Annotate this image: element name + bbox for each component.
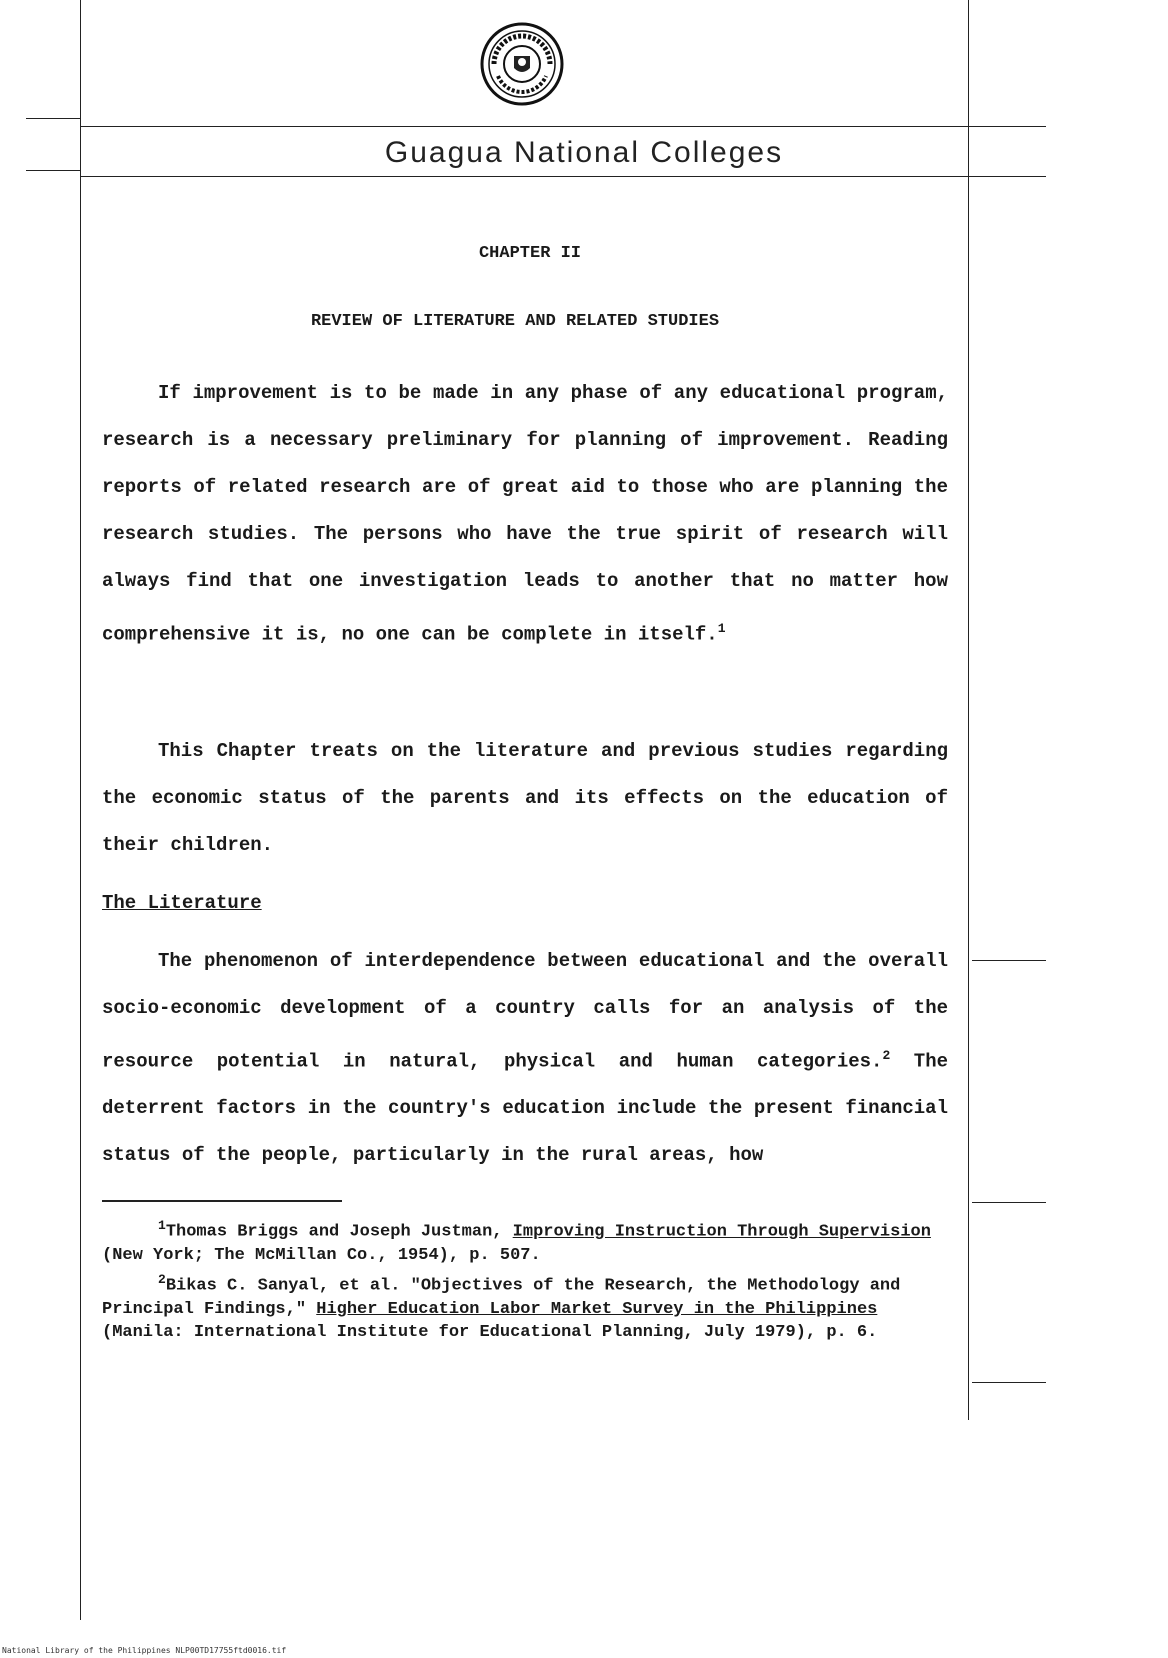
paragraph-literature [102, 938, 948, 1179]
footnote-publication: (Manila: International Institute for Educational Planning, July 1979), p. 6. [102, 1322, 878, 1342]
footnote-1 [102, 1214, 948, 1267]
footnote-authors: Bikas C. Sanyal, et al. "Objectives of the Research, the Methodology and Principal Findings," [102, 1276, 901, 1319]
right-edge-mark [972, 1382, 1046, 1383]
paragraph-intro [102, 370, 948, 658]
header-bottom-rule [80, 176, 1046, 177]
scan-source-caption: National Library of the Philippines NLP00TD17755ftd0016.tif [2, 1646, 287, 1655]
chapter-title: REVIEW OF LITERATURE AND RELATED STUDIES [310, 312, 720, 331]
left-edge-mark [26, 170, 80, 171]
chapter-number: CHAPTER II [478, 244, 582, 263]
footnote-title: Higher Education Labor Market Survey in the Philippines [316, 1299, 878, 1319]
footnote-ref: 2 [882, 1048, 891, 1063]
footnote-title: Improving Instruction Through Supervision [512, 1222, 931, 1242]
institution-name: Guagua National Colleges [384, 136, 784, 169]
right-edge-mark [972, 960, 1046, 961]
section-heading-literature: The Literature [102, 892, 262, 914]
left-edge-mark [26, 118, 80, 119]
footnote-number: 2 [158, 1272, 166, 1287]
footnote-publication: (New York; The McMillan Co., 1954), p. 507. [102, 1245, 541, 1265]
college-seal-icon [480, 22, 564, 106]
footnote-authors: Thomas Briggs and Joseph Justman, [165, 1222, 503, 1242]
footnote-ref: 1 [717, 621, 726, 636]
paragraph-text: The phenomenon of interdependence between educational and the overall socio-economic development of a country calls for an analysis of the resource potential in natural, physical and human categories. [102, 950, 948, 1073]
left-margin-line [80, 0, 81, 1620]
paragraph-text: If improvement is to be made in any phase of any educational program, research is a necessary preliminary for planning of improvement. Reading reports of related research are of great aid to those who are planning the research studies. The persons who have the true spirit of research will always find that one investigation leads to another that no matter how comprehensive it is, no one can be complete in itself. [102, 382, 948, 646]
right-margin-line [968, 0, 969, 1420]
header-top-rule [80, 126, 1046, 127]
footnote-divider [102, 1200, 342, 1202]
paragraph-text: This Chapter treats on the literature and previous studies regarding the economic status of the parents and its effects on the education of their children. [102, 740, 948, 856]
right-edge-mark [972, 1202, 1046, 1203]
paragraph-scope [102, 728, 948, 869]
footnote-number: 1 [158, 1218, 166, 1233]
footnote-2 [102, 1268, 948, 1344]
paragraph-text: The deterrent factors in the country's education include the present financial status of the people, particularly in the rural areas, how [102, 1050, 949, 1167]
